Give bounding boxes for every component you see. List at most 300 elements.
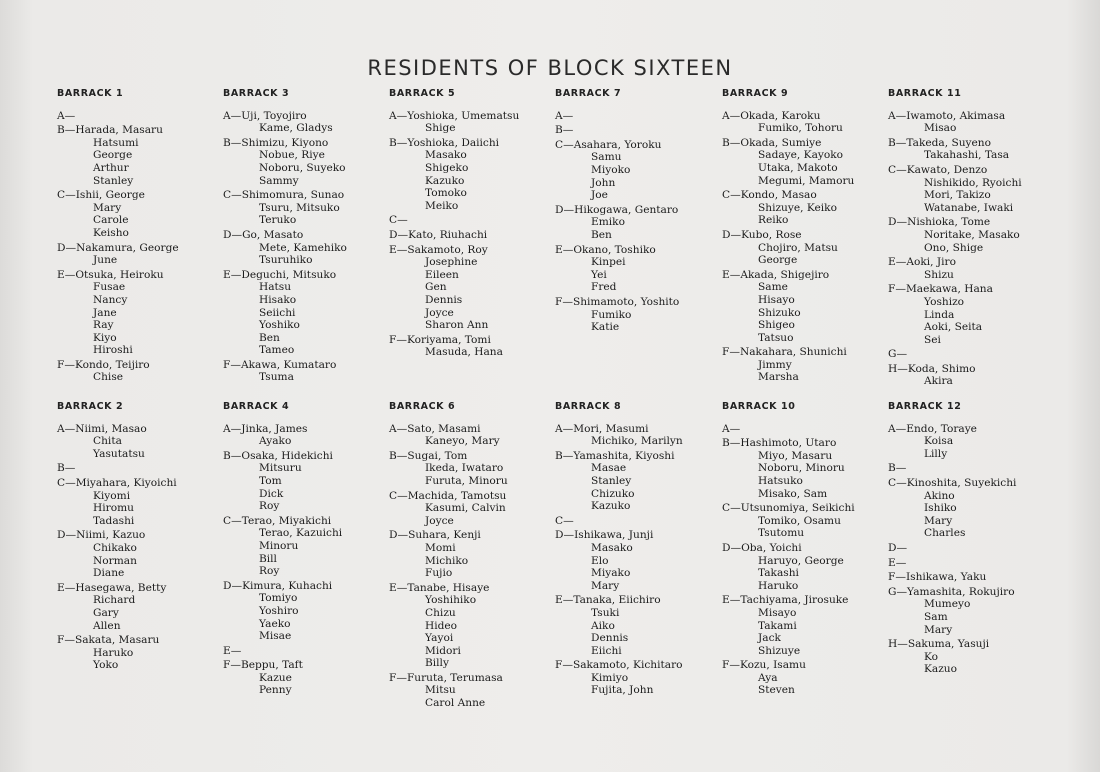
- family-member: Masae: [591, 462, 627, 475]
- family-member: Ben: [259, 331, 280, 344]
- family-member: Charles: [924, 527, 966, 540]
- apartment-entry: [223, 110, 389, 135]
- family-member: Shige: [425, 122, 456, 135]
- apartment-entry: [555, 204, 721, 242]
- family-member: Kasumi, Calvin: [425, 502, 506, 515]
- apartment-head-resident: C—Kinoshita, Suyekichi: [888, 476, 1017, 489]
- apartment-head-resident: E—Aoki, Jiro: [888, 256, 956, 269]
- family-member: Hideo: [425, 619, 458, 632]
- family-member: Nancy: [93, 293, 128, 306]
- family-member: Yoshihiko: [425, 594, 477, 607]
- apartment-entry: [722, 437, 888, 500]
- family-member: Takashi: [758, 567, 799, 580]
- apartment-entry: [389, 110, 555, 135]
- family-member: Kame, Gladys: [259, 122, 333, 135]
- family-member: Fred: [591, 281, 617, 294]
- apartment-entry: [555, 423, 721, 448]
- apartment-entry: [57, 634, 223, 672]
- family-member: Yoshiko: [259, 319, 300, 332]
- family-member: Misao: [924, 122, 957, 135]
- apartment-head-resident: E—Deguchi, Mitsuko: [223, 268, 337, 281]
- apartment-entry: [722, 659, 888, 697]
- family-member: Tomoko: [425, 187, 467, 200]
- barrack-section: [389, 401, 555, 712]
- apartment-entry: [57, 529, 223, 579]
- family-member: Shizuye: [758, 644, 801, 657]
- apartment-head-resident: C—Shimomura, Sunao: [223, 189, 345, 202]
- family-member: Gary: [93, 606, 119, 619]
- family-member: Yasutatsu: [93, 447, 145, 460]
- apartment-entry: [888, 110, 1054, 135]
- family-member: Shizu: [924, 268, 954, 281]
- apartment-entry: [722, 189, 888, 227]
- family-member: George: [758, 254, 798, 267]
- apartment-entry: [722, 346, 888, 384]
- apartment-entry: [888, 164, 1054, 214]
- apartment-head-resident: C—Utsunomiya, Seikichi: [722, 502, 855, 515]
- family-member: Lilly: [924, 447, 948, 460]
- apartment-head-resident: C—Miyahara, Kiyoichi: [57, 476, 177, 489]
- apartment-entry: [223, 423, 389, 448]
- apartment-entry: [223, 359, 389, 384]
- family-member: Hisako: [259, 293, 297, 306]
- apartment-head-resident: F—Koriyama, Tomi: [389, 333, 491, 346]
- family-member: Misako, Sam: [758, 487, 828, 500]
- apartment-entry: [57, 359, 223, 384]
- family-member: Joyce: [425, 306, 454, 319]
- apartment-head-resident: A—Uji, Toyojiro: [223, 109, 307, 122]
- apartment-entry: [722, 594, 888, 657]
- family-member: Eileen: [425, 268, 459, 281]
- apartment-head-resident: D—Kimura, Kuhachi: [223, 579, 333, 592]
- apartment-entry: [223, 229, 389, 267]
- family-member: Hiroshi: [93, 344, 133, 357]
- apartment-head-resident: C—Kondo, Masao: [722, 189, 817, 202]
- family-member: Miyoko: [591, 163, 631, 176]
- family-member: Nobue, Riye: [259, 149, 325, 162]
- family-member: Linda: [924, 308, 955, 321]
- apartment-entry: [888, 283, 1054, 346]
- barrack-heading: BARRACK 10: [722, 401, 796, 412]
- apartment-entry: [722, 423, 888, 436]
- apartment-entry: [223, 137, 389, 187]
- apartment-head-resident: E—Akada, Shigejiro: [722, 268, 830, 281]
- apartment-head-resident: B—Osaka, Hidekichi: [223, 449, 333, 462]
- apartment-head-resident: D—: [888, 541, 908, 554]
- apartment-entry: [389, 137, 555, 213]
- family-member: Koisa: [924, 435, 954, 448]
- family-member: Same: [758, 281, 788, 294]
- family-member: George: [93, 149, 133, 162]
- family-member: Yaeko: [259, 617, 291, 630]
- apartment-entry: [888, 638, 1054, 676]
- apartment-entry: [888, 586, 1054, 636]
- barrack-heading: BARRACK 4: [223, 401, 290, 412]
- apartment-entry: [223, 659, 389, 697]
- family-member: Dennis: [591, 632, 629, 645]
- apartment-entry: [57, 269, 223, 357]
- family-member: Yoshizo: [924, 295, 965, 308]
- apartment-head-resident: H—Koda, Shimo: [888, 362, 976, 375]
- family-member: Noboru, Minoru: [758, 462, 845, 475]
- family-member: Fujita, John: [591, 684, 654, 697]
- apartment-head-resident: D—Go, Masato: [223, 228, 304, 241]
- family-member: Yoko: [93, 659, 119, 672]
- family-member: Misayo: [758, 606, 797, 619]
- apartment-head-resident: D—Nakamura, George: [57, 241, 179, 254]
- apartment-head-resident: D—Kato, Riuhachi: [389, 228, 488, 241]
- family-member: Michiko: [425, 554, 469, 567]
- apartment-head-resident: F—Shimamoto, Yoshito: [555, 295, 680, 308]
- apartment-entry: [555, 515, 721, 528]
- family-member: Kiyo: [93, 331, 117, 344]
- family-member: Tomiko, Osamu: [758, 514, 841, 527]
- family-member: Kazuo: [924, 663, 958, 676]
- barrack-section: [57, 401, 223, 674]
- family-member: Hisayo: [758, 293, 795, 306]
- apartment-head-resident: D—Niimi, Kazuo: [57, 529, 146, 542]
- apartment-head-resident: G—: [888, 348, 908, 361]
- family-member: Takami: [758, 619, 797, 632]
- apartment-head-resident: A—: [555, 109, 574, 122]
- family-member: Norman: [93, 554, 137, 567]
- family-member: Midori: [425, 644, 461, 657]
- family-member: Tatsuo: [758, 331, 794, 344]
- family-member: Yayoi: [425, 632, 454, 645]
- family-member: Bill: [259, 552, 277, 565]
- family-member: Richard: [93, 594, 136, 607]
- apartment-head-resident: F—Sakamoto, Kichitaro: [555, 659, 683, 672]
- apartment-head-resident: F—Akawa, Kumataro: [223, 358, 337, 371]
- apartment-entry: [223, 580, 389, 643]
- apartment-entry: [888, 363, 1054, 388]
- family-member: Shizuye, Keiko: [758, 201, 837, 214]
- apartment-head-resident: E—Okano, Toshiko: [555, 243, 656, 256]
- apartment-entry: [888, 477, 1054, 540]
- family-member: Emiko: [591, 216, 625, 229]
- apartment-head-resident: D—Hikogawa, Gentaro: [555, 203, 679, 216]
- apartment-head-resident: F—Beppu, Taft: [223, 659, 303, 672]
- family-member: Ikeda, Iwataro: [425, 462, 504, 475]
- family-member: Jane: [93, 306, 117, 319]
- apartment-entry: [389, 214, 555, 227]
- apartment-head-resident: A—Endo, Toraye: [888, 422, 977, 435]
- family-member: Noboru, Suyeko: [259, 161, 346, 174]
- apartment-entry: [389, 450, 555, 488]
- family-member: Mitsu: [425, 684, 456, 697]
- apartment-head-resident: B—: [57, 462, 76, 475]
- apartment-entry: [223, 450, 389, 513]
- apartment-entry: [57, 477, 223, 527]
- family-member: Michiko, Marilyn: [591, 435, 683, 448]
- family-member: Noritake, Masako: [924, 228, 1020, 241]
- apartment-head-resident: A—Jinka, James: [223, 422, 308, 435]
- apartment-entry: [722, 502, 888, 540]
- barrack-heading: BARRACK 12: [888, 401, 962, 412]
- family-member: Sei: [924, 333, 941, 346]
- apartment-entry: [722, 229, 888, 267]
- family-member: Penny: [259, 684, 292, 697]
- family-member: Ray: [93, 319, 114, 332]
- apartment-entry: [555, 450, 721, 513]
- apartment-head-resident: E—Tachiyama, Jirosuke: [722, 594, 849, 607]
- family-member: Mumeyo: [924, 598, 971, 611]
- apartment-entry: [722, 269, 888, 345]
- family-member: Ono, Shige: [924, 241, 984, 254]
- apartment-head-resident: A—: [722, 422, 741, 435]
- family-member: Seiichi: [259, 306, 296, 319]
- apartment-entry: [888, 571, 1054, 584]
- apartment-head-resident: B—Yamashita, Kiyoshi: [555, 449, 675, 462]
- barrack-section: [888, 401, 1054, 678]
- family-member: John: [591, 176, 616, 189]
- barrack-section: [722, 401, 888, 699]
- apartment-head-resident: F—Ishikawa, Yaku: [888, 571, 987, 584]
- apartment-head-resident: F—Furuta, Terumasa: [389, 671, 503, 684]
- family-member: Mete, Kamehiko: [259, 241, 347, 254]
- apartment-entry: [555, 244, 721, 294]
- family-member: Kaneyo, Mary: [425, 435, 500, 448]
- apartment-entry: [389, 582, 555, 670]
- family-member: Kimiyo: [591, 671, 629, 684]
- apartment-entry: [888, 557, 1054, 570]
- apartment-entry: [555, 296, 721, 334]
- family-member: Mitsuru: [259, 462, 302, 475]
- family-member: Kiyomi: [93, 489, 131, 502]
- barrack-section: [555, 88, 721, 336]
- family-member: Shizuko: [758, 306, 801, 319]
- barrack-heading: BARRACK 11: [888, 88, 962, 99]
- family-member: Chita: [93, 435, 122, 448]
- apartment-head-resident: E—: [223, 644, 242, 657]
- family-member: Meiko: [425, 199, 459, 212]
- family-member: Mary: [924, 623, 953, 636]
- family-member: Carol Anne: [425, 697, 486, 710]
- family-member: Hatsuko: [758, 474, 803, 487]
- apartment-head-resident: A—Yoshioka, Umematsu: [389, 109, 520, 122]
- apartment-head-resident: A—Mori, Masumi: [555, 422, 649, 435]
- family-member: Mori, Takizo: [924, 189, 991, 202]
- family-member: Furuta, Minoru: [425, 474, 508, 487]
- apartment-entry: [888, 216, 1054, 254]
- apartment-head-resident: A—: [57, 109, 76, 122]
- family-member: Shigeko: [425, 161, 469, 174]
- family-member: Yoshiro: [259, 604, 299, 617]
- barrack-heading: BARRACK 3: [223, 88, 290, 99]
- apartment-entry: [57, 582, 223, 632]
- apartment-entry: [223, 515, 389, 578]
- family-member: Fumiko, Tohoru: [758, 122, 843, 135]
- family-member: Keisho: [93, 226, 129, 239]
- family-member: Jack: [758, 632, 781, 645]
- family-member: Aoki, Seita: [924, 321, 983, 334]
- apartment-head-resident: G—Yamashita, Rokujiro: [888, 585, 1015, 598]
- apartment-entry: [888, 348, 1054, 361]
- family-member: Mary: [924, 514, 953, 527]
- apartment-head-resident: F—Nakahara, Shunichi: [722, 346, 847, 359]
- barrack-section: [389, 88, 555, 361]
- apartment-entry: [888, 256, 1054, 281]
- apartment-entry: [555, 529, 721, 592]
- apartment-entry: [389, 334, 555, 359]
- family-member: Marsha: [758, 371, 799, 384]
- barrack-heading: BARRACK 8: [555, 401, 622, 412]
- family-member: Tsuruhiko: [259, 254, 313, 267]
- barrack-heading: BARRACK 7: [555, 88, 622, 99]
- family-member: Kazue: [259, 671, 292, 684]
- apartment-entry: [555, 124, 721, 137]
- apartment-head-resident: B—Shimizu, Kiyono: [223, 136, 329, 149]
- family-member: Haruyo, George: [758, 554, 844, 567]
- family-member: Ayako: [259, 435, 292, 448]
- barrack-section: [722, 88, 888, 386]
- family-member: Josephine: [425, 256, 478, 269]
- family-member: Tameo: [259, 344, 295, 357]
- apartment-entry: [57, 124, 223, 187]
- apartment-head-resident: C—Ishii, George: [57, 189, 145, 202]
- family-member: Terao, Kazuichi: [259, 527, 343, 540]
- barrack-heading: BARRACK 2: [57, 401, 124, 412]
- family-member: Kazuko: [591, 500, 631, 513]
- family-member: Aya: [758, 671, 778, 684]
- family-member: Kinpei: [591, 256, 626, 269]
- family-member: Gen: [425, 281, 447, 294]
- apartment-head-resident: B—Takeda, Suyeno: [888, 136, 991, 149]
- family-member: Shigeo: [758, 319, 795, 332]
- family-member: Hiromu: [93, 502, 134, 515]
- apartment-entry: [888, 137, 1054, 162]
- family-member: Hatsu: [259, 281, 292, 294]
- apartment-entry: [389, 423, 555, 448]
- apartment-head-resident: E—Hasegawa, Betty: [57, 581, 167, 594]
- barrack-section: [57, 88, 223, 386]
- family-member: Eiichi: [591, 644, 622, 657]
- apartment-entry: [722, 542, 888, 592]
- family-member: Aiko: [591, 619, 615, 632]
- family-member: Tsuma: [259, 371, 294, 384]
- apartment-head-resident: E—Sakamoto, Roy: [389, 243, 488, 256]
- family-member: Steven: [758, 684, 795, 697]
- apartment-head-resident: A—Sato, Masami: [389, 422, 481, 435]
- family-member: Chikako: [93, 541, 137, 554]
- apartment-head-resident: E—Tanaka, Eiichiro: [555, 594, 661, 607]
- apartment-entry: [57, 189, 223, 239]
- family-member: Mary: [93, 201, 122, 214]
- apartment-entry: [888, 423, 1054, 461]
- family-member: Chizuko: [591, 487, 635, 500]
- family-member: Roy: [259, 565, 280, 578]
- apartment-head-resident: B—: [888, 462, 907, 475]
- family-member: Ishiko: [924, 502, 957, 515]
- apartment-head-resident: A—Niimi, Masao: [57, 422, 147, 435]
- family-member: Masako: [591, 541, 633, 554]
- apartment-entry: [722, 137, 888, 187]
- family-member: Chise: [93, 371, 124, 384]
- family-member: June: [93, 254, 118, 267]
- apartment-entry: [888, 542, 1054, 555]
- apartment-head-resident: A—Okada, Karoku: [722, 109, 821, 122]
- apartment-head-resident: B—Sugai, Tom: [389, 449, 468, 462]
- family-member: Misae: [259, 630, 292, 643]
- family-member: Dick: [259, 487, 284, 500]
- family-member: Minoru: [259, 539, 299, 552]
- apartment-entry: [389, 529, 555, 579]
- family-member: Stanley: [591, 474, 632, 487]
- family-member: Carole: [93, 214, 129, 227]
- family-member: Joyce: [425, 514, 454, 527]
- family-member: Chojiro, Matsu: [758, 241, 838, 254]
- family-member: Fujio: [425, 567, 453, 580]
- family-member: Sam: [924, 610, 948, 623]
- apartment-head-resident: B—Hashimoto, Utaro: [722, 437, 837, 450]
- family-member: Nishikido, Ryoichi: [924, 176, 1022, 189]
- apartment-entry: [389, 672, 555, 710]
- family-member: Teruko: [259, 214, 297, 227]
- family-member: Miyako: [591, 567, 631, 580]
- apartment-head-resident: B—Yoshioka, Daiichi: [389, 136, 500, 149]
- page-title: RESIDENTS OF BLOCK SIXTEEN: [367, 56, 733, 80]
- family-member: Tsuru, Mitsuko: [259, 201, 340, 214]
- apartment-head-resident: B—: [555, 124, 574, 137]
- apartment-head-resident: E—Tanabe, Hisaye: [389, 581, 490, 594]
- family-member: Masuda, Hana: [425, 346, 503, 359]
- family-member: Roy: [259, 500, 280, 513]
- barrack-heading: BARRACK 1: [57, 88, 124, 99]
- family-member: Stanley: [93, 174, 134, 187]
- family-member: Akino: [924, 489, 955, 502]
- family-member: Allen: [93, 619, 121, 632]
- family-member: Billy: [425, 657, 449, 670]
- family-member: Fumiko: [591, 308, 632, 321]
- apartment-head-resident: C—Kawato, Denzo: [888, 163, 988, 176]
- apartment-head-resident: F—Kondo, Teijiro: [57, 358, 150, 371]
- apartment-head-resident: C—Terao, Miyakichi: [223, 514, 332, 527]
- apartment-entry: [389, 244, 555, 332]
- family-member: Tsutomu: [758, 527, 805, 540]
- apartment-entry: [223, 645, 389, 658]
- apartment-entry: [223, 269, 389, 357]
- family-member: Miyo, Masaru: [758, 449, 833, 462]
- family-member: Hatsumi: [93, 136, 139, 149]
- family-member: Diane: [93, 567, 125, 580]
- family-member: Watanabe, Iwaki: [924, 201, 1014, 214]
- family-member: Sammy: [259, 174, 299, 187]
- family-member: Mary: [591, 579, 620, 592]
- apartment-entry: [389, 490, 555, 528]
- family-member: Tsuki: [591, 606, 620, 619]
- apartment-entry: [555, 594, 721, 657]
- family-member: Sadaye, Kayoko: [758, 149, 844, 162]
- family-member: Takahashi, Tasa: [924, 149, 1010, 162]
- apartment-entry: [555, 659, 721, 697]
- apartment-head-resident: F—Maekawa, Hana: [888, 283, 993, 296]
- barrack-section: [223, 88, 389, 386]
- family-member: Arthur: [93, 161, 129, 174]
- apartment-entry: [57, 242, 223, 267]
- family-member: Ko: [924, 650, 939, 663]
- family-member: Tom: [259, 474, 282, 487]
- apartment-head-resident: D—Suhara, Kenji: [389, 529, 481, 542]
- barrack-heading: BARRACK 5: [389, 88, 456, 99]
- family-member: Elo: [591, 554, 609, 567]
- family-member: Sharon Ann: [425, 319, 489, 332]
- apartment-entry: [389, 229, 555, 242]
- apartment-entry: [223, 189, 389, 227]
- apartment-head-resident: D—Oba, Yoichi: [722, 541, 802, 554]
- family-member: Joe: [591, 189, 608, 202]
- apartment-entry: [888, 462, 1054, 475]
- family-member: Kazuko: [425, 174, 465, 187]
